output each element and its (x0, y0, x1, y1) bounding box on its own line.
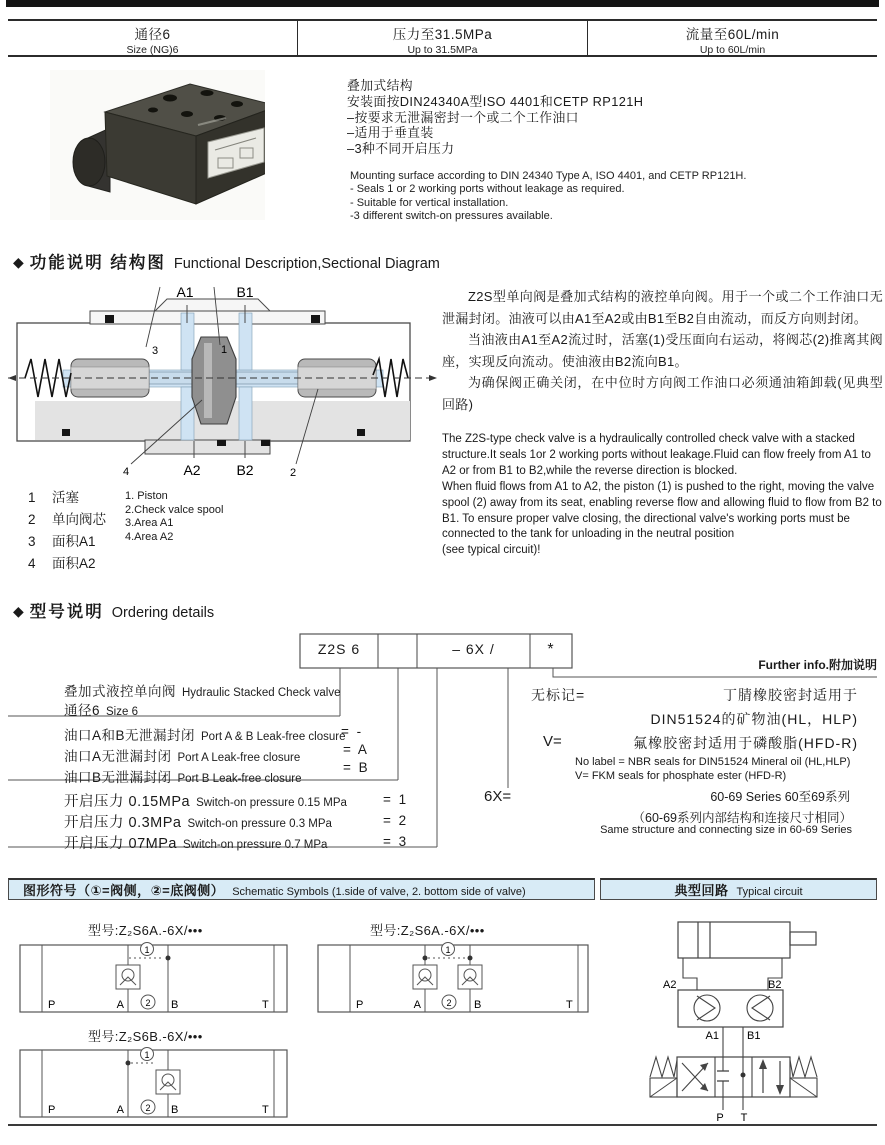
diamond-icon: ◆ (13, 603, 24, 619)
port-a: A (116, 999, 124, 1011)
row-en: Switch-on pressure 0.15 MPa (196, 797, 347, 809)
top-accent-bar (6, 0, 879, 7)
ordering-title-zh: 型号说明 (29, 603, 104, 621)
circled-1: 1 (144, 1050, 150, 1060)
seal-en-lines (575, 756, 850, 783)
circled-2: 2 (145, 998, 151, 1008)
port-a: A (116, 1104, 124, 1116)
schematic-z2s6b-single (12, 1045, 292, 1123)
desc-zh-p3: 为确保阀正确关闭，在中位时方向阀工作油口必须通油箱卸载(见典型回路) (442, 375, 883, 412)
port-t: T (566, 999, 573, 1011)
description-zh (442, 286, 883, 415)
callout-1: 1 (220, 344, 228, 356)
legend-num: 2 (28, 512, 36, 527)
spec-pressure-en: Up to 31.5MPa (407, 44, 478, 56)
row-en: Hydraulic Stacked Check valve (182, 687, 341, 699)
row-zh: 油口A无泄漏封闭 (64, 749, 172, 764)
code-cell-1: Z2S 6 (317, 641, 361, 657)
series-line3: Same structure and connecting size in 60-69 Series (600, 824, 852, 836)
feature-zh-line: 叠加式结构 (347, 78, 413, 93)
spec-size-zh: 通径6 (134, 27, 171, 42)
row-en: Switch-on pressure 0.7 MPa (182, 839, 328, 851)
functional-title-zh: 功能说明 结构图 (29, 254, 166, 272)
intro-features-zh (347, 78, 643, 157)
legend-num: 3 (28, 534, 36, 549)
desc-zh-p1: Z2S型单向阀是叠加式结构的液控单向阀。用于一个或二个工作油口无泄漏封闭。油液可以由A1至A2或由B1至B2自由流动，而反方向则封闭。 (442, 289, 883, 326)
callout-3: 3 (151, 345, 159, 357)
desc-en-p2: When fluid flows from A1 to A2, the piston (1) is pushed to the right, moving the valve spool (2) away from its seat, enabling reverse flow and allowing fluid to flow from B2 to B1. To ensure proper valve closing, the directional valve's working ports must be connected to the tank for unloading in the neutral position (442, 480, 882, 541)
legend-en-line: 3.Area A1 (125, 517, 174, 529)
port-label-a1: A1 (176, 284, 194, 300)
ordering-row-type (64, 680, 341, 701)
code-cell-4: * (547, 641, 555, 658)
product-photo (50, 70, 265, 220)
port-p: P (48, 999, 56, 1011)
circled-1: 1 (445, 945, 451, 955)
seal-en2: V= FKM seals for phosphate ester (HFD-R) (575, 769, 787, 782)
ordering-row-size (64, 699, 138, 720)
ordering-section-title (13, 598, 214, 622)
spec-flow-zh: 流量至60L/min (685, 27, 780, 42)
row-zh: 开启压力 0.3MPa (64, 815, 182, 831)
seal-nomark-label: 无标记= (531, 687, 586, 703)
schematic-z2s6a-single (12, 940, 292, 1018)
legend-row (28, 553, 106, 575)
spec-pressure-zh: 压力至31.5MPa (392, 27, 493, 42)
circuit-t: T (740, 1112, 748, 1124)
circled-1: 1 (144, 945, 150, 955)
ordering-row-a (64, 745, 300, 766)
bottom-rule (8, 1124, 877, 1126)
ordering-row-p07 (64, 832, 327, 853)
feature-en-line: -3 different switch-on pressures available. (350, 210, 553, 223)
ordering-title-en: Ordering details (111, 605, 215, 621)
symbols-header (8, 878, 595, 900)
model-title-1: 型号:Z₂S6A.-6X/••• (88, 923, 203, 938)
circuit-b2: B2 (768, 979, 782, 991)
description-en (442, 432, 884, 559)
model-title-2: 型号:Z₂S6A.-6X/••• (370, 923, 485, 938)
feature-zh-line: –适用于垂直装 (347, 125, 434, 141)
feature-zh-line: 安装面按DIN24340A型ISO 4401和CETP RP121H (347, 93, 644, 109)
symbols-header-zh: 图形符号（①=阀侧，②=底阀侧） (23, 883, 225, 898)
port-a: A (413, 999, 421, 1011)
circuit-header-en: Typical circuit (736, 886, 803, 898)
seal-en1: No label = NBR seals for DIN51524 Mineral oil (HL,HLP) (575, 756, 851, 768)
spec-cell-flow (587, 21, 877, 55)
ordering-row-ab (64, 724, 345, 745)
desc-en-p3: (see typical circuit)! (442, 544, 541, 557)
ordering-row-p015 (64, 790, 347, 811)
series-line1: 60-69 Series 60至69系列 (710, 790, 850, 804)
code-1: = 1 (383, 792, 409, 807)
legend-row (28, 509, 106, 531)
callout-2: 2 (289, 467, 297, 479)
desc-zh-p2: 当油液由A1至A2流过时，活塞(1)受压面向右运动，将阀芯(2)推离其阀座，实现反向流动。使油液由B2流向B1。 (442, 332, 883, 369)
circuit-b1: B1 (747, 1030, 761, 1042)
seal-nomark-zh1: 丁腈橡胶密封适用于 (723, 687, 858, 703)
diamond-icon: ◆ (13, 254, 24, 270)
row-zh: 油口A和B无泄漏封闭 (64, 728, 196, 743)
feature-en-line: - Seals 1 or 2 working ports without leakage as required. (350, 183, 625, 196)
port-p: P (356, 999, 364, 1011)
spec-size-en: Size (NG)6 (126, 44, 179, 56)
legend-label: 单向阀芯 (52, 512, 106, 527)
legend-num: 4 (28, 556, 36, 571)
functional-title-en: Functional Description,Sectional Diagram (173, 256, 440, 272)
row-en: Size 6 (106, 706, 138, 718)
row-en: Switch-on pressure 0.3 MPa (187, 818, 332, 830)
symbols-header-en: Schematic Symbols (1.side of valve, 2. bottom side of valve) (232, 886, 526, 898)
code-ab: = - (341, 724, 364, 739)
legend-num: 1 (28, 490, 36, 505)
code-b: = B (343, 760, 370, 775)
ordering-row-p03 (64, 811, 332, 832)
spec-cell-pressure (297, 21, 587, 55)
series-label: 6X= (484, 788, 512, 805)
row-en: Port B Leak-free closure (177, 773, 302, 785)
port-b: B (171, 1104, 179, 1116)
port-t: T (262, 1104, 269, 1116)
port-b: B (474, 999, 482, 1011)
feature-zh-line: –按要求无泄漏密封一个或二个工作油口 (347, 109, 579, 125)
spec-flow-en: Up to 60L/min (699, 44, 766, 56)
circuit-header-zh: 典型回路 (674, 883, 729, 898)
row-en: Port A Leak-free closure (177, 752, 301, 764)
row-zh: 开启压力 07MPa (64, 836, 177, 852)
typical-circuit (600, 905, 877, 1125)
row-zh: 通径6 (64, 703, 101, 718)
ordering-row-b (64, 766, 302, 787)
symbols-section (8, 878, 877, 1128)
callout-4: 4 (122, 466, 130, 478)
port-t: T (262, 999, 269, 1011)
series-line2: （60-69系列内部结构和连接尺寸相同） (632, 811, 852, 825)
legend-row (28, 531, 106, 553)
row-zh: 开启压力 0.15MPa (64, 794, 191, 810)
legend-en-line: 1. Piston (125, 490, 168, 502)
legend-zh (28, 487, 106, 575)
legend-en-line: 4.Area A2 (125, 530, 174, 543)
intro-features-en (350, 170, 746, 224)
port-label-b1: B1 (236, 284, 254, 300)
spec-cell-size (8, 21, 297, 55)
circled-2: 2 (446, 998, 452, 1008)
circuit-a1: A1 (705, 1030, 719, 1042)
schematic-z2s6-dual (310, 940, 595, 1018)
spec-table (8, 19, 877, 57)
functional-section-title (13, 249, 440, 273)
further-info: Further info.附加说明 (758, 658, 877, 672)
code-3: = 3 (383, 834, 409, 849)
legend-label: 面积A2 (52, 556, 96, 571)
model-title-3: 型号:Z₂S6B.-6X/••• (88, 1029, 203, 1044)
port-b: B (171, 999, 179, 1011)
port-label-b2: B2 (236, 462, 254, 478)
feature-zh-line: –3种不同开启压力 (347, 141, 455, 157)
legend-en-line: 2.Check valce spool (125, 503, 224, 516)
seal-nomark-zh2: DIN51524的矿物油(HL，HLP) (650, 711, 858, 727)
legend-row (28, 487, 106, 509)
port-label-a2: A2 (183, 462, 201, 478)
legend-label: 面积A1 (52, 534, 96, 549)
legend-en (125, 490, 223, 544)
desc-en-p1: The Z2S-type check valve is a hydraulically controlled check valve with a stacked structure.It seals 1or 2 working ports without leakage.Fluid can flow freely from A1 to A2 or from B1 to B2,while the reverse direction is blocked. (442, 433, 871, 477)
seal-v-zh: 氟橡胶密封适用于磷酸脂(HFD-R) (633, 735, 858, 751)
seal-v-label: V= (543, 733, 562, 750)
code-cell-3: – 6X / (452, 641, 495, 657)
sectional-diagram (5, 283, 440, 483)
port-p: P (48, 1104, 56, 1116)
circuit-header (600, 878, 877, 900)
circled-2: 2 (145, 1103, 151, 1113)
code-a: = A (343, 742, 369, 757)
row-zh: 叠加式液控单向阀 (64, 684, 176, 699)
row-zh: 油口B无泄漏封闭 (64, 770, 172, 785)
legend-label: 活塞 (52, 490, 79, 505)
row-en: Port A & B Leak-free closure (201, 731, 346, 743)
feature-en-line: - Suitable for vertical installation. (350, 196, 509, 209)
code-2: = 2 (383, 813, 409, 828)
circuit-p: P (716, 1112, 724, 1124)
feature-en-line: Mounting surface according to DIN 24340 Type A, ISO 4401, and CETP RP121H. (350, 170, 747, 182)
circuit-a2: A2 (663, 979, 677, 991)
